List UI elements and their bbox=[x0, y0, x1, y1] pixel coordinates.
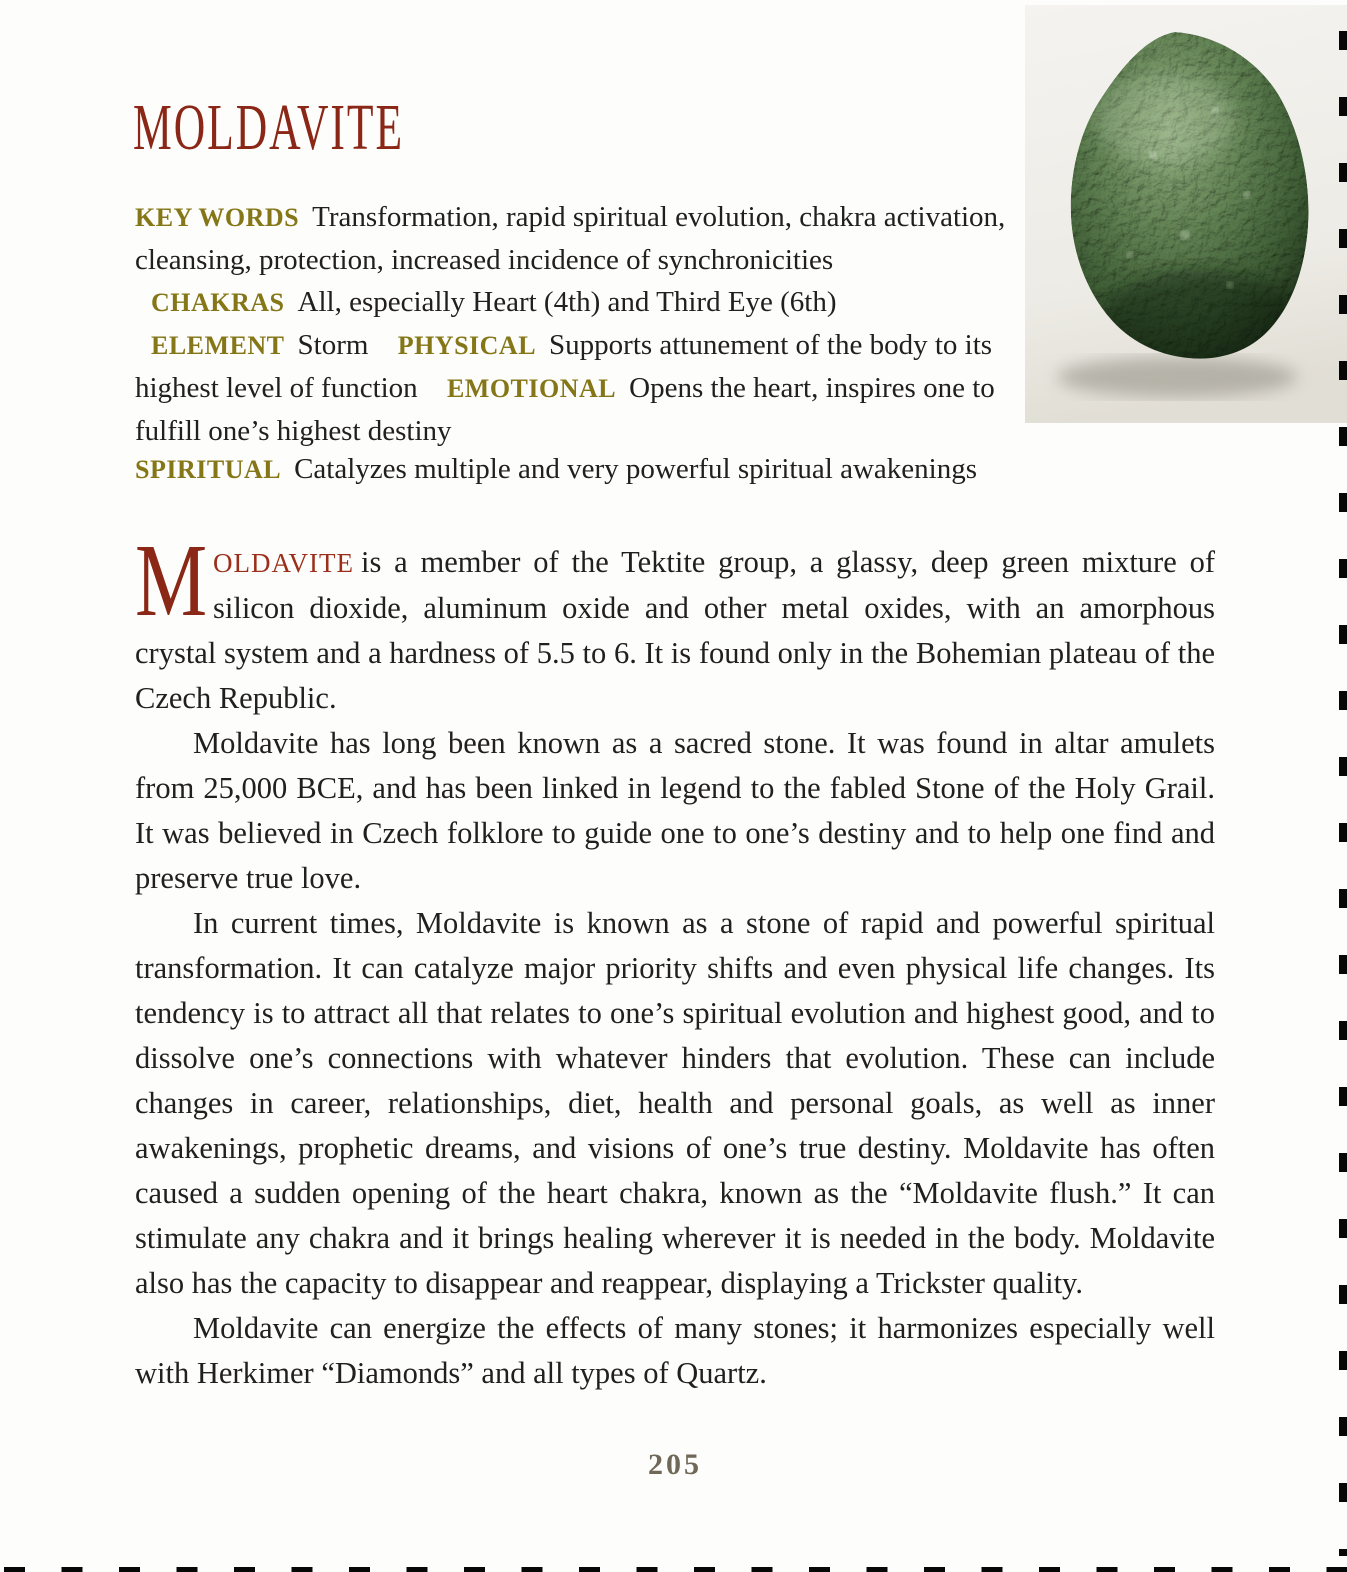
property-chakras bbox=[135, 286, 837, 318]
property-label-chakras: CHAKRAS bbox=[151, 288, 285, 317]
paragraph-1 bbox=[135, 523, 1215, 721]
property-label-key-words: KEY WORDS bbox=[135, 203, 300, 232]
page-number: 205 bbox=[648, 1448, 702, 1481]
property-value-element: Storm bbox=[297, 329, 369, 361]
property-key-words bbox=[135, 201, 1005, 276]
properties-block bbox=[135, 196, 1013, 452]
lead-small-caps: OLDAVITE bbox=[213, 548, 354, 578]
property-label-element: ELEMENT bbox=[151, 331, 285, 360]
drop-cap: M bbox=[135, 523, 208, 638]
property-value-spiritual: Catalyzes multiple and very powerful spiritual awakenings bbox=[294, 453, 978, 485]
body-text bbox=[135, 523, 1215, 1396]
property-label-spiritual: SPIRITUAL bbox=[135, 455, 282, 484]
paragraph-3: In current times, Moldavite is known as a stone of rapid and powerful spiritual transformation. It can catalyze major priority shifts and even physical life changes. Its tendency is to attract all that relates to one’s spiritual evolution and highest good, and to dissolve one’s connections with whatever hinders that evolution. These can include changes in career, relationships, diet, health and personal goals, as well as inner awakenings, prophetic dreams, and visions of one’s true destiny. Moldavite has often caused a sudden opening of the heart chakra, known as the “Moldavite flush.” It can stimulate any chakra and it brings healing wherever it is needed in the body. Moldavite also has the capacity to disappear and reappear, displaying a Trickster quality. bbox=[135, 906, 1215, 1300]
paragraph-4: Moldavite can energize the effects of many stones; it harmonizes especially well with Herkimer “Diamonds” and all types of Quartz. bbox=[135, 1311, 1215, 1390]
moldavite-photo bbox=[1025, 5, 1347, 423]
property-value-physical: Supports attunement of the body to its highest level of function bbox=[135, 329, 993, 404]
property-label-emotional: EMOTIONAL bbox=[446, 374, 617, 403]
property-value-chakras: All, especially Heart (4th) and Third Eye (6th) bbox=[297, 286, 837, 318]
paragraph-1-text: is a member of the Tektite group, a glassy, deep green mixture of silicon dioxide, aluminum oxide and other metal oxides, with an amorphous crystal system and a hardness of 5.5 to 6. It is found only in the Bohemian plateau of the Czech Republic. bbox=[135, 545, 1215, 715]
registration-marks-bottom bbox=[4, 1567, 1347, 1572]
paragraph-2: Moldavite has long been known as a sacred stone. It was found in altar amulets from 25,000 BCE, and has been linked in legend to the fabled Stone of the Holy Grail. It was believed in Czech folklore to guide one to one’s destiny and to help one find and preserve true love. bbox=[135, 726, 1215, 895]
property-spiritual bbox=[135, 448, 1245, 491]
page-title: MOLDAVITE bbox=[133, 91, 405, 164]
moldavite-stone-image bbox=[1025, 5, 1347, 423]
registration-marks-right bbox=[1339, 31, 1347, 1556]
property-label-physical: PHYSICAL bbox=[397, 331, 537, 360]
property-element bbox=[135, 329, 368, 361]
property-value-emotional: Opens the heart, inspires one to fulfill one’s highest destiny bbox=[135, 372, 995, 447]
property-value-key-words: Transformation, rapid spiritual evolution, chakra activation, cleansing, protection, increased incidence of synchronicities bbox=[135, 201, 1006, 276]
stone-shadow bbox=[1057, 357, 1297, 397]
